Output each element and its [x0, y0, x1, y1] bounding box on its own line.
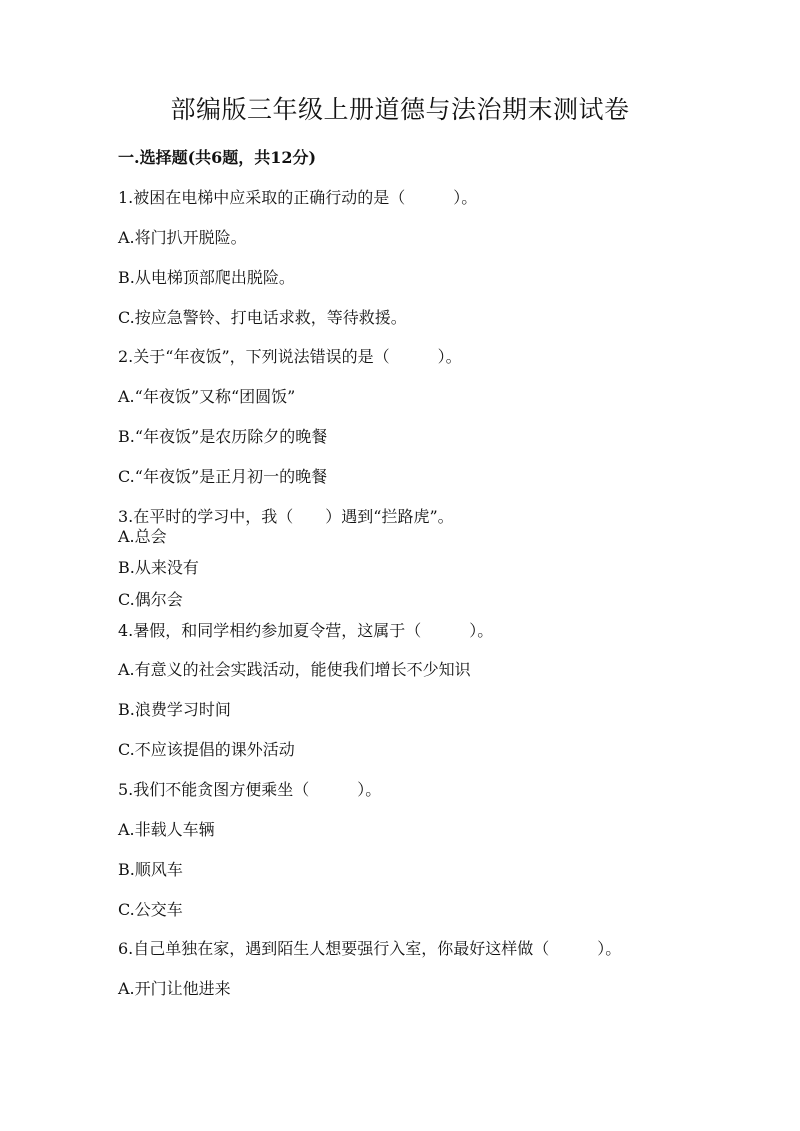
question-2-stem: 2.关于“年夜饭”，下列说法错误的是（ ）。 [118, 347, 462, 366]
question-5-stem: 5.我们不能贪图方便乘坐（ ）。 [118, 780, 382, 799]
question-5-option-b: B.顺风车 [118, 860, 183, 879]
question-3-option-b: B.从来没有 [118, 558, 199, 577]
question-5-option-c: C.公交车 [118, 900, 183, 919]
question-4-stem: 4.暑假，和同学相约参加夏令营，这属于（ ）。 [118, 621, 494, 640]
section-header: 一.选择题(共6题，共12分) [118, 148, 317, 167]
question-3-stem: 3.在平时的学习中，我（ ）遇到“拦路虎”。 [118, 507, 454, 526]
question-3-option-a: A.总会 [118, 527, 167, 546]
page-title: 部编版三年级上册道德与法治期末测试卷 [170, 95, 630, 124]
question-4-option-b: B.浪费学习时间 [118, 700, 231, 719]
question-1-option-b: B.从电梯顶部爬出脱险。 [118, 268, 295, 287]
question-3-option-c: C.偶尔会 [118, 590, 183, 609]
question-1-option-a: A.将门扒开脱险。 [118, 228, 247, 247]
question-4-option-c: C.不应该提倡的课外活动 [118, 740, 295, 759]
question-1-option-c: C.按应急警铃、打电话求救，等待救援。 [118, 308, 407, 327]
question-2-option-b: B.“年夜饭”是农历除夕的晚餐 [118, 427, 328, 446]
question-6-option-a: A.开门让他进来 [118, 979, 231, 998]
question-2-option-c: C.“年夜饭”是正月初一的晚餐 [118, 467, 328, 486]
question-5-option-a: A.非载人车辆 [118, 820, 215, 839]
question-6-stem: 6.自己单独在家，遇到陌生人想要强行入室，你最好这样做（ ）。 [118, 939, 622, 958]
question-1-stem: 1.被困在电梯中应采取的正确行动的是（ ）。 [118, 188, 478, 207]
question-2-option-a: A.“年夜饭”又称“团圆饭” [118, 387, 296, 406]
question-4-option-a: A.有意义的社会实践活动，能使我们增长不少知识 [118, 660, 471, 679]
